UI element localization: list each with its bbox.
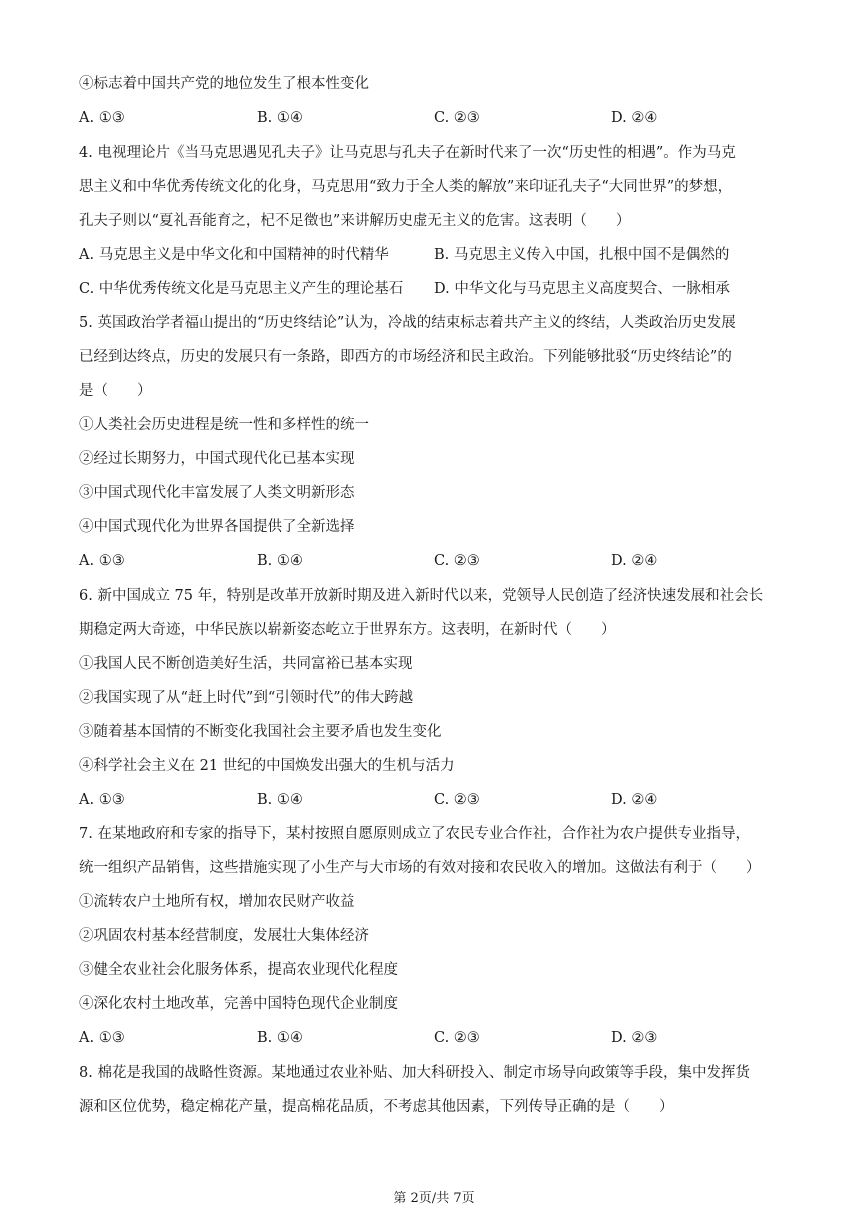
q7-item-1: ①流转农户土地所有权，增加农民财产收益	[79, 894, 355, 910]
q6-stem-line-1: 6. 新中国成立 75 年，特别是改革开放新时期及进入新时代以来，党领导人民创造了经济快速发展和社会长	[79, 588, 764, 604]
q4-option-a: A. 马克思主义是中华文化和中国精神的时代精华	[79, 247, 389, 263]
q6-option-d: D. ②④	[611, 792, 658, 808]
q7-stem-line-1: 7. 在某地政府和专家的指导下，某村按照自愿原则成立了农民专业合作社，合作社为农户提供专业指导，	[79, 826, 750, 842]
page-number-footer: 第 2页/共 7页	[393, 1191, 475, 1206]
q6-option-b: B. ①④	[257, 792, 303, 808]
q4-option-c: C. 中华优秀传统文化是马克思主义产生的理论基石	[79, 281, 404, 297]
q5-item-2: ②经过长期努力，中国式现代化已基本实现	[79, 451, 355, 467]
q8-stem-line-2: 源和区位优势，稳定棉花产量，提高棉花品质，不考虑其他因素，下列传导正确的是（ ）	[79, 1099, 674, 1115]
q7-option-b: B. ①④	[257, 1030, 303, 1046]
q5-option-a: A. ①③	[79, 553, 125, 569]
q3-option-b: B. ①④	[257, 110, 303, 126]
q7-option-a: A. ①③	[79, 1030, 125, 1046]
q5-option-b: B. ①④	[257, 553, 303, 569]
q8-stem-line-1: 8. 棉花是我国的战略性资源。某地通过农业补贴、加大科研投入、制定市场导向政策等手段，集中发挥货	[79, 1065, 750, 1081]
q4-stem-line-1: 4. 电视理论片《当马克思遇见孔夫子》让马克思与孔夫子在新时代来了一次“历史性的相遇”。作为马克	[79, 145, 736, 161]
q6-item-1: ①我国人民不断创造美好生活，共同富裕已基本实现	[79, 656, 413, 672]
q7-item-3: ③健全农业社会化服务体系，提高农业现代化程度	[79, 962, 398, 978]
q3-option-d: D. ②④	[611, 110, 658, 126]
q5-item-4: ④中国式现代化为世界各国提供了全新选择	[79, 519, 355, 535]
q7-item-2: ②巩固农村基本经营制度，发展壮大集体经济	[79, 928, 369, 944]
q7-item-4: ④深化农村土地改革，完善中国特色现代企业制度	[79, 996, 398, 1012]
q3-item-4: ④标志着中国共产党的地位发生了根本性变化	[79, 76, 369, 92]
q4-stem-line-2: 思主义和中华优秀传统文化的化身，马克思用“致力于全人类的解放”来印证孔夫子“大同世界”的梦想，	[79, 179, 733, 195]
q6-option-a: A. ①③	[79, 792, 125, 808]
q5-stem-line-1: 5. 英国政治学者福山提出的“历史终结论”认为，冷战的结束标志着共产主义的终结，人类政治历史发展	[79, 315, 736, 331]
q5-stem-line-3: 是（ ）	[79, 383, 152, 399]
q6-item-3: ③随着基本国情的不断变化我国社会主要矛盾也发生变化	[79, 724, 442, 740]
q5-option-d: D. ②④	[611, 553, 658, 569]
q4-stem-line-3: 孔夫子则以“夏礼吾能育之，杞不足徵也”来讲解历史虚无主义的危害。这表明（ ）	[79, 213, 631, 229]
q5-item-3: ③中国式现代化丰富发展了人类文明新形态	[79, 485, 355, 501]
q7-stem-line-2: 统一组织产品销售，这些措施实现了小生产与大市场的有效对接和农民收入的增加。这做法有利于（ ）	[79, 860, 761, 876]
q3-option-c: C. ②③	[434, 110, 480, 126]
q5-option-c: C. ②③	[434, 553, 480, 569]
q6-item-2: ②我国实现了从“赶上时代”到“引领时代”的伟大跨越	[79, 690, 414, 706]
q4-option-d: D. 中华文化与马克思主义高度契合、一脉相承	[434, 281, 730, 297]
q5-stem-line-2: 已经到达终点，历史的发展只有一条路，即西方的市场经济和民主政治。下列能够批驳“历史终结论”的	[79, 349, 732, 365]
q7-option-d: D. ②③	[611, 1030, 658, 1046]
q6-stem-line-2: 期稳定两大奇迹，中华民族以崭新姿态屹立于世界东方。这表明，在新时代（ ）	[79, 622, 616, 638]
q7-option-c: C. ②③	[434, 1030, 480, 1046]
q5-item-1: ①人类社会历史进程是统一性和多样性的统一	[79, 417, 369, 433]
q3-option-a: A. ①③	[79, 110, 125, 126]
q4-option-b: B. 马克思主义传入中国，扎根中国不是偶然的	[434, 247, 730, 263]
q6-option-c: C. ②③	[434, 792, 480, 808]
q6-item-4: ④科学社会主义在 21 世纪的中国焕发出强大的生机与活力	[79, 758, 455, 774]
